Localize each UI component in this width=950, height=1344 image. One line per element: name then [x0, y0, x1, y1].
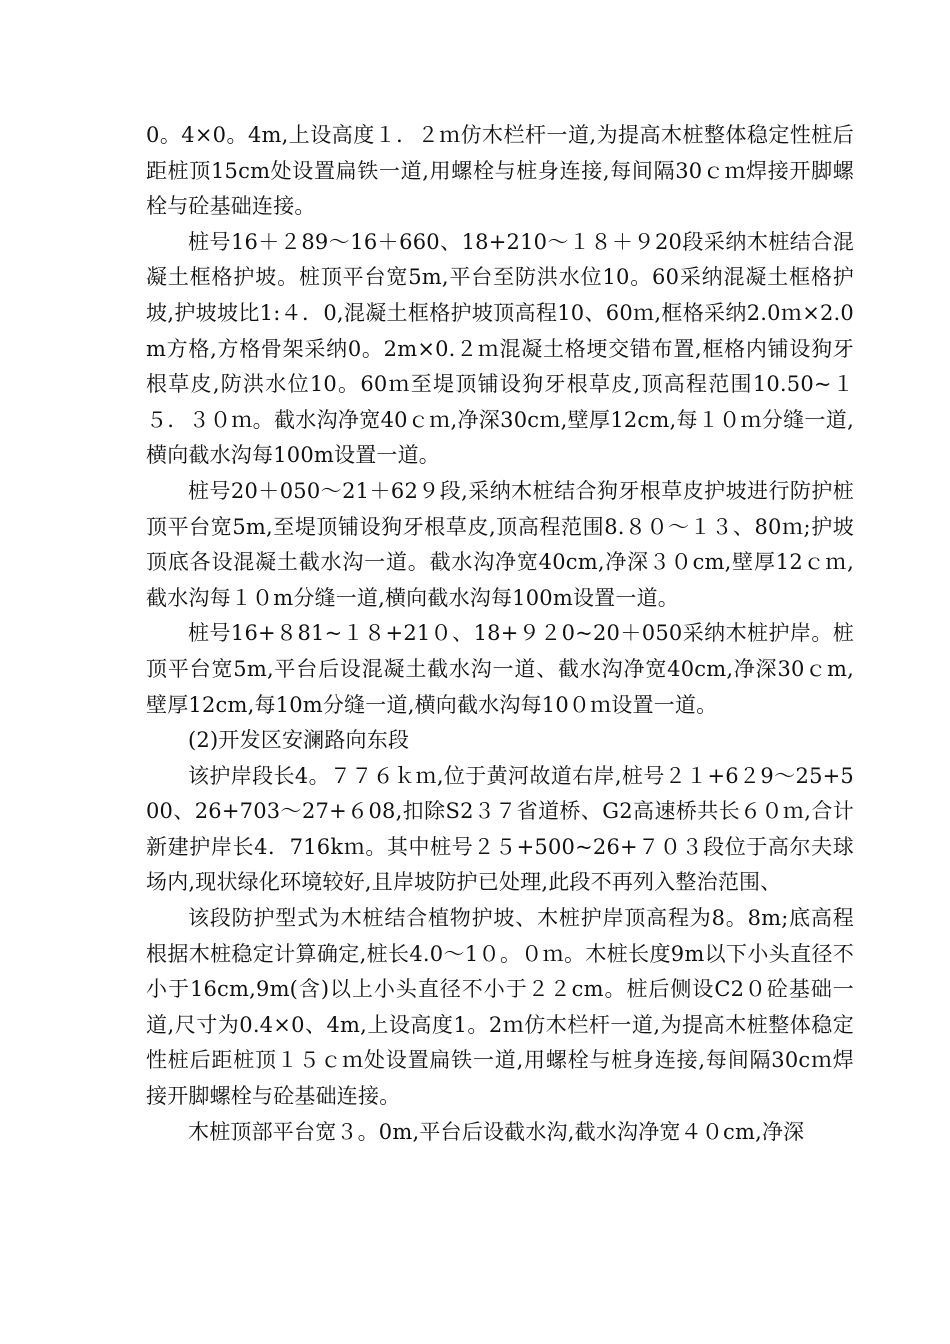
paragraph-section-20-21: 桩号20＋050～21＋62９段,采纳木桩结合狗牙根草皮护坡进行防护桩顶平台宽5m,至堤顶铺设狗牙根草皮,顶高程范围8.８０～１３、80ｍ;护坡顶底各设混凝土截水沟一道。截水沟净宽40cm,净深３０cm,壁厚12ｃｍ,截水沟每１０m分缝一道,横向截水沟每100m设置一道。	[146, 478, 854, 610]
document-body	[146, 118, 854, 1150]
subsection-heading: (2)开发区安澜路向东段	[188, 728, 410, 753]
paragraph-wood-pile-revetment: 桩号16+８81~１８+21０、18+９２0~20＋050采纳木桩护岸。桩顶平台宽5m,平台后设混凝土截水沟一道、截水沟净宽40cm,净深30ｃm,壁厚12cm,每10m分缝一道,横向截水沟每10０ｍ设置一道。	[146, 621, 854, 717]
paragraph-revetment-length: 该护岸段长4。７７６ｋｍ,位于黄河故道右岸,桩号２１+6２9～25+500、26+703～27+６08,扣除S2３７省道桥、G2高速桥共长６０ｍ,合计新建护岸长4．716kｍ。其中桩号２５+500~26+７０３段位于高尔夫球场内,现状绿化环境较好,且岸坡防护已处理,此段不再列入整治范围、	[146, 763, 854, 895]
paragraph-platform: 木桩顶部平台宽３。0m,平台后设截水沟,截水沟净宽４０cm,净深	[188, 1119, 805, 1144]
paragraph-continuation: 0。4×0。4m,上设高度１．２ｍ仿木栏杆一道,为提高木桩整体稳定性桩后距桩顶15cm处设置扁铁一道,用螺栓与桩身连接,每间隔30ｃｍ焊接开脚螺栓与砼基础连接。	[146, 123, 854, 219]
paragraph-section-16-18: 桩号16＋２89～16＋660、18+210～１８＋９20段采纳木桩结合混凝土框格护坡。桩顶平台宽5m,平台至防洪水位10。60采纳混凝土框格护坡,护坡坡比1:４．0,混凝土框格护坡顶高程10、60ｍ,框格采纳2.0ｍ×2.0m方格,方格骨架采纳0。2m×0.２ｍ混凝土格埂交错布置,框格内铺设狗牙根草皮,防洪水位10。60ｍ至堤顶铺设狗牙根草皮,顶高程范围10.50~１５．３０ｍ。截水沟净宽40ｃｍ,净深30cｍ,壁厚12cm,每１０ｍ分缝一道,横向截水沟每100m设置一道。	[146, 229, 854, 468]
paragraph-protection-type: 该段防护型式为木桩结合植物护坡、木桩护岸顶高程为8。8m;底高程根据木桩稳定计算确定,桩长4.0～1０。０ｍ。木桩长度9m以下小头直径不小于16cm,9m(含)以上小头直径不小于２２cm。桩后侧设C2０砼基础一道,尺寸为0.4×0、4m,上设高度1。2ｍ仿木栏杆一道,为提高木桩整体稳定性桩后距桩顶１５ｃｍ处设置扁铁一道,用螺栓与桩身连接,每间隔30cｍ焊接开脚螺栓与砼基础连接。	[146, 906, 854, 1109]
